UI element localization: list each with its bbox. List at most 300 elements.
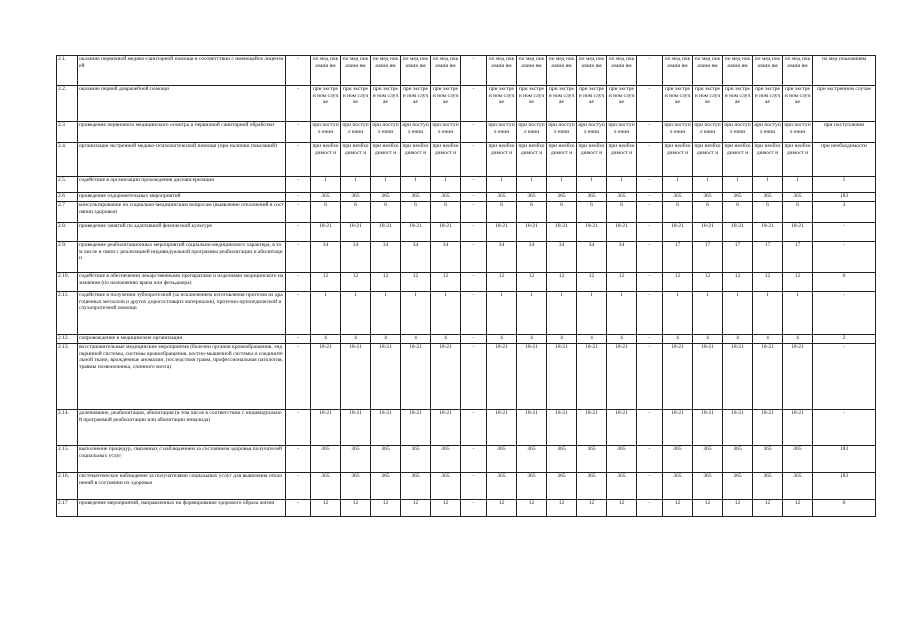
value-cell: 365 bbox=[783, 193, 813, 202]
value-cell: - bbox=[813, 223, 876, 242]
value-cell: - bbox=[637, 446, 663, 473]
value-cell: 17 bbox=[693, 242, 723, 273]
value-cell: при поступл ении bbox=[663, 122, 693, 143]
value-cell: 1 bbox=[693, 177, 723, 193]
value-cell: 18-21 bbox=[693, 410, 723, 446]
value-cell: 365 bbox=[431, 193, 461, 202]
value-cell: при поступл ении bbox=[723, 122, 753, 143]
value-cell: 18-21 bbox=[663, 410, 693, 446]
value-cell: 6 bbox=[607, 202, 637, 223]
value-cell: 365 bbox=[517, 446, 547, 473]
value-cell: 365 bbox=[371, 193, 401, 202]
value-cell: 12 bbox=[577, 500, 607, 517]
value-cell: 1 bbox=[401, 177, 431, 193]
table-row bbox=[57, 86, 876, 122]
value-cell: - bbox=[637, 473, 663, 500]
value-cell: 18-21 bbox=[693, 223, 723, 242]
table-row bbox=[57, 143, 876, 177]
value-cell: - bbox=[637, 500, 663, 517]
service-description: содействие в обеспечении лекарственными препаратами и изделиями медицинского назначения (по назначению врача или фельдшера) bbox=[78, 273, 286, 292]
value-cell: 34 bbox=[401, 242, 431, 273]
value-cell: - bbox=[286, 56, 311, 86]
value-cell: 34 bbox=[311, 242, 341, 273]
row-number: 2.16. bbox=[57, 473, 78, 500]
value-cell: 12 bbox=[487, 273, 517, 292]
value-cell: - bbox=[461, 446, 487, 473]
value-cell: при необхо димост и bbox=[371, 143, 401, 177]
value-cell: - bbox=[461, 202, 487, 223]
value-cell: при необхо димост и bbox=[547, 143, 577, 177]
value-cell: 1 bbox=[341, 292, 371, 335]
value-cell: при поступл ении bbox=[341, 122, 371, 143]
value-cell: при экстрен ном случае bbox=[753, 86, 783, 122]
value-cell: 12 bbox=[431, 500, 461, 517]
value-cell: 34 bbox=[547, 242, 577, 273]
value-cell: - bbox=[461, 193, 487, 202]
value-cell: - bbox=[286, 335, 311, 344]
value-cell: - bbox=[813, 242, 876, 273]
value-cell: 18-21 bbox=[577, 344, 607, 410]
value-cell: по мед показани ям bbox=[693, 56, 723, 86]
value-cell: по мед показани ям bbox=[723, 56, 753, 86]
service-description: содействие в получении зубопротезной (за исключением изготовления протезов из драгоценных металлов и других дорогостоящих материалов), протезно-ортопедической и слухопротезной помощи bbox=[78, 292, 286, 335]
value-cell: по мед показани ям bbox=[311, 56, 341, 86]
table-row bbox=[57, 292, 876, 335]
value-cell: - bbox=[637, 193, 663, 202]
value-cell: 18-21 bbox=[341, 223, 371, 242]
value-cell: 18-21 bbox=[401, 344, 431, 410]
value-cell: 1 bbox=[341, 177, 371, 193]
value-cell: 12 bbox=[607, 500, 637, 517]
value-cell: 365 bbox=[577, 473, 607, 500]
value-cell: 1 bbox=[547, 292, 577, 335]
value-cell: 18-21 bbox=[783, 344, 813, 410]
value-cell: 12 bbox=[663, 273, 693, 292]
value-cell: 365 bbox=[693, 193, 723, 202]
value-cell: 12 bbox=[371, 273, 401, 292]
value-cell: при поступл ении bbox=[607, 122, 637, 143]
value-cell: при поступл ении bbox=[371, 122, 401, 143]
value-cell: 6 bbox=[487, 202, 517, 223]
value-cell: при поступл ении bbox=[431, 122, 461, 143]
value-cell: 34 bbox=[431, 242, 461, 273]
value-cell: 365 bbox=[547, 473, 577, 500]
value-cell: 12 bbox=[401, 500, 431, 517]
value-cell: - bbox=[813, 292, 876, 335]
value-cell: - bbox=[461, 86, 487, 122]
value-cell: 365 bbox=[517, 473, 547, 500]
value-cell: 18-21 bbox=[401, 223, 431, 242]
value-cell: 365 bbox=[487, 446, 517, 473]
row-number: 2.17 bbox=[57, 500, 78, 517]
value-cell: при необхо димост и bbox=[783, 143, 813, 177]
services-table bbox=[56, 55, 876, 517]
value-cell: 18-21 bbox=[431, 410, 461, 446]
value-cell: 365 bbox=[341, 193, 371, 202]
value-cell: 4 bbox=[693, 335, 723, 344]
value-cell: 12 bbox=[783, 500, 813, 517]
value-cell: 365 bbox=[577, 446, 607, 473]
value-cell: 365 bbox=[547, 446, 577, 473]
value-cell: 18-21 bbox=[341, 344, 371, 410]
value-cell: 365 bbox=[431, 473, 461, 500]
value-cell: - bbox=[461, 143, 487, 177]
value-cell: 365 bbox=[371, 446, 401, 473]
value-cell: 34 bbox=[577, 242, 607, 273]
value-cell: 4 bbox=[607, 335, 637, 344]
value-cell: 1 bbox=[663, 292, 693, 335]
value-cell: 365 bbox=[431, 446, 461, 473]
table-row bbox=[57, 177, 876, 193]
table-row bbox=[57, 273, 876, 292]
value-cell: 1 bbox=[487, 177, 517, 193]
value-cell: при поступл ении bbox=[311, 122, 341, 143]
value-cell: 1 bbox=[577, 177, 607, 193]
value-cell: 18-21 bbox=[341, 410, 371, 446]
service-description: долечивание, реабилитация, абилитация (в том числе в соответствии с индивидуальной программой реабилитации или абилитации инвалида) bbox=[78, 410, 286, 446]
value-cell: по мед показани ям bbox=[607, 56, 637, 86]
value-cell: - bbox=[286, 86, 311, 122]
value-cell: - bbox=[461, 410, 487, 446]
value-cell: 34 bbox=[371, 242, 401, 273]
value-cell: 6 bbox=[311, 202, 341, 223]
value-cell: при необхо димост и bbox=[311, 143, 341, 177]
table-row bbox=[57, 446, 876, 473]
value-cell: при необхо димост и bbox=[401, 143, 431, 177]
value-cell: - bbox=[286, 223, 311, 242]
row-number: 2.14. bbox=[57, 410, 78, 446]
value-cell: 6 bbox=[401, 202, 431, 223]
service-description: содействие в организации прохождения диспансеризации bbox=[78, 177, 286, 193]
table-row bbox=[57, 122, 876, 143]
value-cell: по мед показани ям bbox=[547, 56, 577, 86]
value-cell: - bbox=[637, 273, 663, 292]
value-cell: 18-21 bbox=[723, 223, 753, 242]
value-cell: 17 bbox=[723, 242, 753, 273]
value-cell: 1 bbox=[431, 292, 461, 335]
value-cell: - bbox=[637, 202, 663, 223]
value-cell: при экстрен ном случае bbox=[487, 86, 517, 122]
value-cell: 6 bbox=[753, 202, 783, 223]
service-description: проведение занятий по адаптивной физической культуре bbox=[78, 223, 286, 242]
value-cell: по мед показани ям bbox=[783, 56, 813, 86]
value-cell: 4 bbox=[371, 335, 401, 344]
value-cell: 365 bbox=[783, 446, 813, 473]
value-cell: 365 bbox=[311, 473, 341, 500]
value-cell: по мед показани ям bbox=[371, 56, 401, 86]
table-row bbox=[57, 56, 876, 86]
value-cell: при необхо димост и bbox=[341, 143, 371, 177]
value-cell: 4 bbox=[487, 335, 517, 344]
value-cell: 6 bbox=[577, 202, 607, 223]
value-cell: 12 bbox=[577, 273, 607, 292]
service-description: сопровождение в медицинские организации bbox=[78, 335, 286, 344]
row-number: 2.11. bbox=[57, 292, 78, 335]
value-cell: 4 bbox=[753, 335, 783, 344]
value-cell: 365 bbox=[487, 193, 517, 202]
value-cell: 365 bbox=[607, 473, 637, 500]
row-number: 2.5. bbox=[57, 177, 78, 193]
value-cell: при необхо димост и bbox=[607, 143, 637, 177]
value-cell: 365 bbox=[487, 473, 517, 500]
value-cell: 365 bbox=[401, 473, 431, 500]
value-cell: - bbox=[286, 122, 311, 143]
value-cell: - bbox=[813, 410, 876, 446]
value-cell: - bbox=[461, 122, 487, 143]
value-cell: - bbox=[637, 177, 663, 193]
value-cell: при экстренном случае bbox=[813, 86, 876, 122]
value-cell: 18-21 bbox=[371, 223, 401, 242]
value-cell: 12 bbox=[783, 273, 813, 292]
services-table-page bbox=[56, 55, 871, 517]
value-cell: при экстрен ном случае bbox=[693, 86, 723, 122]
value-cell: 1 bbox=[753, 292, 783, 335]
value-cell: 34 bbox=[487, 242, 517, 273]
value-cell: по мед показани ям bbox=[577, 56, 607, 86]
value-cell: 1 bbox=[371, 177, 401, 193]
value-cell: при необхо димост и bbox=[487, 143, 517, 177]
value-cell: при экстрен ном случае bbox=[723, 86, 753, 122]
table-row bbox=[57, 202, 876, 223]
value-cell: - bbox=[286, 292, 311, 335]
table-row bbox=[57, 335, 876, 344]
value-cell: - bbox=[461, 56, 487, 86]
service-description: систематическое наблюдение за получателями социальных услуг для выявления отклонений в состоянии их здоровья bbox=[78, 473, 286, 500]
value-cell: 4 bbox=[577, 335, 607, 344]
value-cell: 365 bbox=[663, 446, 693, 473]
value-cell: 12 bbox=[607, 273, 637, 292]
value-cell: - bbox=[461, 242, 487, 273]
value-cell: - bbox=[461, 177, 487, 193]
value-cell: 34 bbox=[517, 242, 547, 273]
value-cell: 365 bbox=[341, 446, 371, 473]
value-cell: 1 bbox=[693, 292, 723, 335]
value-cell: - bbox=[461, 335, 487, 344]
value-cell: - bbox=[286, 273, 311, 292]
row-number: 2.3 bbox=[57, 122, 78, 143]
value-cell: 365 bbox=[723, 193, 753, 202]
value-cell: 1 bbox=[663, 177, 693, 193]
value-cell: 365 bbox=[607, 193, 637, 202]
value-cell: при поступл ении bbox=[577, 122, 607, 143]
value-cell: - bbox=[461, 292, 487, 335]
value-cell: при поступл ении bbox=[693, 122, 723, 143]
value-cell: 18-21 bbox=[547, 223, 577, 242]
value-cell: 365 bbox=[723, 473, 753, 500]
value-cell: 17 bbox=[783, 242, 813, 273]
value-cell: - bbox=[286, 446, 311, 473]
value-cell: 12 bbox=[311, 273, 341, 292]
value-cell: 1 bbox=[723, 292, 753, 335]
value-cell: 18-21 bbox=[517, 223, 547, 242]
value-cell: при поступл ении bbox=[401, 122, 431, 143]
value-cell: - bbox=[637, 410, 663, 446]
value-cell: по мед показани ям bbox=[753, 56, 783, 86]
value-cell: по мед показани ям bbox=[431, 56, 461, 86]
value-cell: 4 bbox=[341, 335, 371, 344]
value-cell: при необхо димост и bbox=[723, 143, 753, 177]
table-row bbox=[57, 223, 876, 242]
value-cell: 34 bbox=[341, 242, 371, 273]
value-cell: 18-21 bbox=[487, 223, 517, 242]
value-cell: 12 bbox=[753, 500, 783, 517]
value-cell: 1 bbox=[431, 177, 461, 193]
row-number: 2.7 bbox=[57, 202, 78, 223]
value-cell: 18-21 bbox=[753, 223, 783, 242]
service-description: организация экстренной медико-психологической помощи (при наличии показаний) bbox=[78, 143, 286, 177]
value-cell: при экстрен ном случае bbox=[371, 86, 401, 122]
value-cell: - bbox=[286, 410, 311, 446]
value-cell: 12 bbox=[723, 500, 753, 517]
value-cell: 3 bbox=[813, 202, 876, 223]
value-cell: - bbox=[637, 335, 663, 344]
value-cell: 18-21 bbox=[371, 344, 401, 410]
value-cell: 18-21 bbox=[577, 223, 607, 242]
value-cell: при поступл ении bbox=[517, 122, 547, 143]
value-cell: 365 bbox=[663, 193, 693, 202]
value-cell: при экстрен ном случае bbox=[663, 86, 693, 122]
value-cell: 6 bbox=[547, 202, 577, 223]
value-cell: 12 bbox=[547, 273, 577, 292]
value-cell: 6 bbox=[341, 202, 371, 223]
value-cell: - bbox=[461, 223, 487, 242]
service-description: оказание первичной медико-санитарной помощи в соответствии с имеющейся лицензией bbox=[78, 56, 286, 86]
value-cell: при необхо димост и bbox=[577, 143, 607, 177]
value-cell: 12 bbox=[431, 273, 461, 292]
value-cell: 18-21 bbox=[723, 344, 753, 410]
service-description: выполнение процедур, связанных с наблюдением за состоянием здоровья получателей социальных услуг bbox=[78, 446, 286, 473]
value-cell: 365 bbox=[753, 446, 783, 473]
value-cell: 365 bbox=[723, 446, 753, 473]
value-cell: 6 bbox=[693, 202, 723, 223]
service-description: проведение оздоровительных мероприятий bbox=[78, 193, 286, 202]
value-cell: 18-21 bbox=[311, 344, 341, 410]
value-cell: - bbox=[637, 242, 663, 273]
value-cell: 17 bbox=[753, 242, 783, 273]
value-cell: 1 bbox=[753, 177, 783, 193]
value-cell: - bbox=[637, 143, 663, 177]
value-cell: при необходимости bbox=[813, 143, 876, 177]
value-cell: 6 bbox=[371, 202, 401, 223]
value-cell: 18-21 bbox=[547, 344, 577, 410]
value-cell: 17 bbox=[663, 242, 693, 273]
value-cell: 365 bbox=[753, 473, 783, 500]
value-cell: 365 bbox=[607, 446, 637, 473]
table-row bbox=[57, 193, 876, 202]
row-number: 2.1. bbox=[57, 56, 78, 86]
value-cell: 18-21 bbox=[311, 223, 341, 242]
value-cell: по мед показани ям bbox=[341, 56, 371, 86]
value-cell: 365 bbox=[401, 193, 431, 202]
value-cell: 12 bbox=[693, 500, 723, 517]
value-cell: 365 bbox=[401, 446, 431, 473]
value-cell: - bbox=[637, 86, 663, 122]
value-cell: - bbox=[286, 500, 311, 517]
service-description: проведение реабилитационных мероприятий социально-медицинского характера, в том числе в связи с реализацией индивидуальной программы реабилитации и абилитации bbox=[78, 242, 286, 273]
value-cell: - bbox=[461, 473, 487, 500]
value-cell: 12 bbox=[517, 273, 547, 292]
value-cell: 1 bbox=[607, 177, 637, 193]
value-cell: 2 bbox=[813, 335, 876, 344]
value-cell: 4 bbox=[783, 335, 813, 344]
value-cell: 34 bbox=[607, 242, 637, 273]
value-cell: 12 bbox=[723, 273, 753, 292]
value-cell: 4 bbox=[723, 335, 753, 344]
value-cell: 18-21 bbox=[663, 223, 693, 242]
value-cell: 12 bbox=[401, 273, 431, 292]
value-cell: - bbox=[286, 473, 311, 500]
value-cell: 6 bbox=[517, 202, 547, 223]
value-cell: 4 bbox=[401, 335, 431, 344]
value-cell: при необхо димост и bbox=[517, 143, 547, 177]
value-cell: - bbox=[461, 500, 487, 517]
row-number: 2.10. bbox=[57, 273, 78, 292]
value-cell: 18-21 bbox=[783, 223, 813, 242]
value-cell: 365 bbox=[341, 473, 371, 500]
value-cell: 1 bbox=[487, 292, 517, 335]
row-number: 2.9. bbox=[57, 242, 78, 273]
value-cell: при необхо димост и bbox=[693, 143, 723, 177]
value-cell: 365 bbox=[547, 193, 577, 202]
value-cell: 12 bbox=[371, 500, 401, 517]
value-cell: 18-21 bbox=[607, 410, 637, 446]
row-number: 2.8. bbox=[57, 223, 78, 242]
value-cell: 1 bbox=[547, 177, 577, 193]
value-cell: 365 bbox=[517, 193, 547, 202]
value-cell: 6 bbox=[783, 202, 813, 223]
value-cell: 18-21 bbox=[753, 410, 783, 446]
value-cell: - bbox=[461, 273, 487, 292]
value-cell: при поступл ении bbox=[487, 122, 517, 143]
value-cell: 1 bbox=[311, 292, 341, 335]
value-cell: по мед показани ям bbox=[517, 56, 547, 86]
value-cell: 6 bbox=[813, 500, 876, 517]
value-cell: при экстрен ном случае bbox=[431, 86, 461, 122]
value-cell: - bbox=[286, 202, 311, 223]
value-cell: 365 bbox=[311, 193, 341, 202]
value-cell: 1 bbox=[371, 292, 401, 335]
value-cell: 183 bbox=[813, 193, 876, 202]
value-cell: 18-21 bbox=[607, 344, 637, 410]
value-cell: при поступл ении bbox=[547, 122, 577, 143]
value-cell: - bbox=[637, 223, 663, 242]
value-cell: по мед показаниям bbox=[813, 56, 876, 86]
value-cell: 1 bbox=[723, 177, 753, 193]
value-cell: 6 bbox=[813, 273, 876, 292]
service-description: консультирование по социально-медицинским вопросам (выявление отклонений в состоянии здоровья) bbox=[78, 202, 286, 223]
table-row bbox=[57, 344, 876, 410]
value-cell: при необхо димост и bbox=[431, 143, 461, 177]
value-cell: 12 bbox=[341, 500, 371, 517]
row-number: 2.15. bbox=[57, 446, 78, 473]
table-body bbox=[57, 56, 876, 517]
value-cell: 18-21 bbox=[311, 410, 341, 446]
value-cell: 1 bbox=[813, 177, 876, 193]
value-cell: 12 bbox=[547, 500, 577, 517]
value-cell: - bbox=[286, 242, 311, 273]
value-cell: при поступл ении bbox=[753, 122, 783, 143]
value-cell: 12 bbox=[311, 500, 341, 517]
value-cell: 18-21 bbox=[723, 410, 753, 446]
value-cell: - bbox=[461, 344, 487, 410]
value-cell: 365 bbox=[371, 473, 401, 500]
value-cell: - bbox=[286, 193, 311, 202]
value-cell: 12 bbox=[341, 273, 371, 292]
value-cell: 6 bbox=[663, 202, 693, 223]
value-cell: - bbox=[813, 344, 876, 410]
row-number: 2.13. bbox=[57, 344, 78, 410]
table-row bbox=[57, 473, 876, 500]
